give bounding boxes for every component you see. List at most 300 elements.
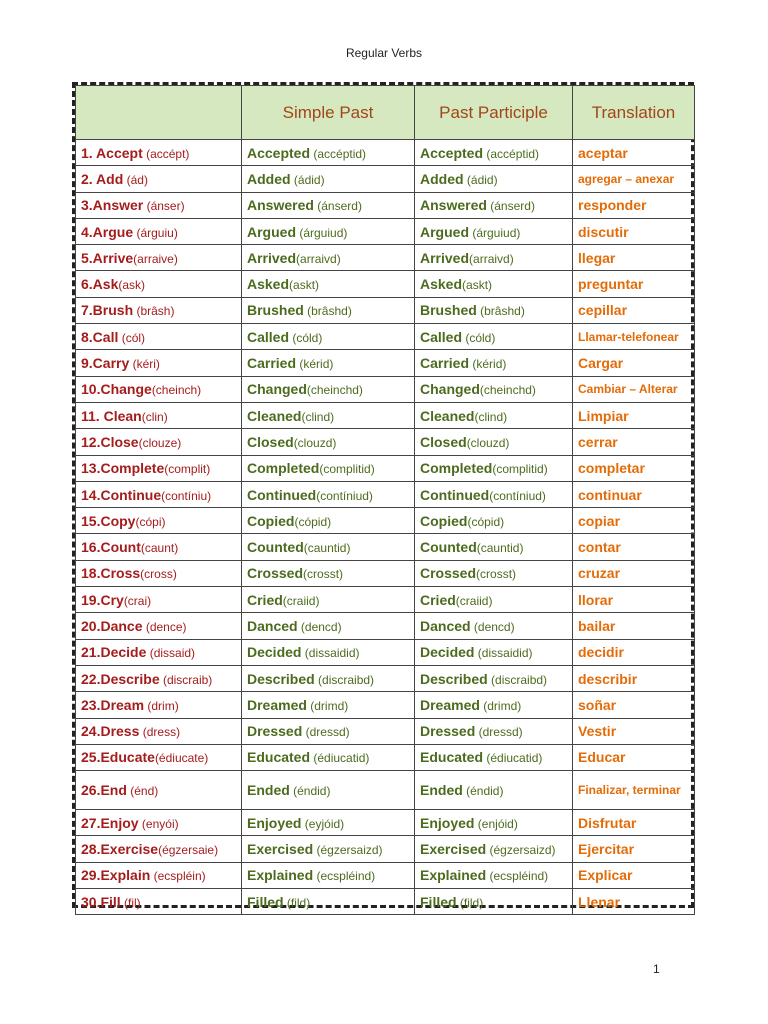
verb-base-pronunciation: (accépt) xyxy=(142,146,190,161)
verb-base: 29.Explain xyxy=(81,867,151,884)
verb-base-pronunciation: (crai) xyxy=(123,593,152,608)
past-participle: Filled xyxy=(420,893,457,910)
table-row xyxy=(76,771,695,810)
translation: Educar xyxy=(578,749,626,766)
past-participle: Counted xyxy=(420,539,477,556)
verb-base: 6.Ask xyxy=(81,276,119,293)
table-row xyxy=(76,192,695,218)
past-participle-pronunciation: (dissaidid) xyxy=(474,646,533,661)
simple-past: Cleaned xyxy=(247,407,302,424)
translation: Ejercitar xyxy=(578,841,635,858)
simple-past: Enjoyed xyxy=(247,814,302,831)
past-participle-pronunciation: (accéptid) xyxy=(483,146,540,161)
translation-cell xyxy=(573,402,695,428)
verb-base: 7.Brush xyxy=(81,302,134,319)
verb-base-cell xyxy=(76,402,242,428)
past-participle-pronunciation: (cóld) xyxy=(462,330,496,345)
verb-base-cell xyxy=(76,534,242,560)
simple-past: Accepted xyxy=(247,144,311,161)
translation: soñar xyxy=(578,696,617,713)
past-participle-cell xyxy=(415,587,573,613)
translation-cell xyxy=(573,639,695,665)
page-number: 1 xyxy=(653,962,660,976)
verb-base: 20.Dance xyxy=(81,617,143,634)
verb-base-cell xyxy=(76,218,242,244)
past-participle-cell xyxy=(415,889,573,915)
table-row xyxy=(76,402,695,428)
verb-base: 21.Decide xyxy=(81,644,147,661)
translation: Cargar xyxy=(578,355,624,372)
simple-past-cell xyxy=(242,718,415,744)
past-participle-pronunciation: (árguiud) xyxy=(469,225,521,240)
past-participle: Ended xyxy=(420,782,463,799)
verb-base-cell xyxy=(76,560,242,586)
verb-base: 16.Count xyxy=(81,539,141,556)
simple-past-pronunciation: (discraibd) xyxy=(314,672,375,687)
past-participle-cell xyxy=(415,402,573,428)
verb-base-cell xyxy=(76,665,242,691)
simple-past-pronunciation: (ádid) xyxy=(290,172,325,187)
past-participle-cell xyxy=(415,613,573,639)
simple-past: Dreamed xyxy=(247,696,307,713)
verb-base-pronunciation: (ád) xyxy=(123,172,148,187)
simple-past-pronunciation: (cauntid) xyxy=(303,541,351,556)
verb-base-pronunciation: (drim) xyxy=(144,698,179,713)
verb-base-pronunciation: (cópi) xyxy=(135,514,166,529)
past-participle: Crossed xyxy=(420,565,477,582)
simple-past: Argued xyxy=(247,223,296,240)
simple-past-cell xyxy=(242,324,415,350)
verb-base-pronunciation: (clouze) xyxy=(138,435,182,450)
simple-past-pronunciation: (édiucatid) xyxy=(310,751,370,766)
verb-base-cell xyxy=(76,889,242,915)
verb-base-pronunciation: (clin) xyxy=(141,409,168,424)
past-participle: Cleaned xyxy=(420,407,475,424)
simple-past-pronunciation: (éndid) xyxy=(289,784,331,799)
past-participle-cell xyxy=(415,744,573,770)
verb-base-cell xyxy=(76,692,242,718)
past-participle: Cried xyxy=(420,591,456,608)
verb-base-pronunciation: (discraib) xyxy=(159,672,213,687)
verb-base-pronunciation: (fil) xyxy=(120,895,141,910)
simple-past: Closed xyxy=(247,433,294,450)
past-participle: Answered xyxy=(420,197,487,214)
past-participle: Added xyxy=(420,170,464,187)
simple-past: Counted xyxy=(247,539,304,556)
translation: contar xyxy=(578,539,621,556)
translation: Finalizar, terminar xyxy=(578,782,681,797)
simple-past-cell xyxy=(242,810,415,836)
table-row xyxy=(76,534,695,560)
verb-base: 12.Close xyxy=(81,433,139,450)
verb-base-pronunciation: (dence) xyxy=(142,619,187,634)
verb-base-pronunciation: (ask) xyxy=(118,278,146,293)
simple-past-pronunciation: (drimd) xyxy=(306,698,349,713)
past-participle: Accepted xyxy=(420,144,484,161)
translation-cell xyxy=(573,889,695,915)
header-simple-past: Simple Past xyxy=(242,86,415,140)
past-participle-cell xyxy=(415,429,573,455)
simple-past: Completed xyxy=(247,460,320,477)
past-participle: Exercised xyxy=(420,841,487,858)
past-participle-pronunciation: (complitid) xyxy=(492,462,548,477)
regular-verbs-table xyxy=(75,85,695,915)
simple-past: Ended xyxy=(247,782,290,799)
translation: continuar xyxy=(578,486,642,503)
simple-past: Called xyxy=(247,328,290,345)
translation-cell xyxy=(573,324,695,350)
verb-base-cell xyxy=(76,297,242,323)
past-participle-cell xyxy=(415,718,573,744)
past-participle-cell xyxy=(415,192,573,218)
simple-past-cell xyxy=(242,508,415,534)
past-participle-pronunciation: (kérid) xyxy=(469,357,507,372)
verb-base-cell xyxy=(76,271,242,297)
simple-past: Educated xyxy=(247,749,311,766)
translation: cerrar xyxy=(578,433,618,450)
simple-past: Carried xyxy=(247,355,297,372)
translation-cell xyxy=(573,245,695,271)
past-participle-cell xyxy=(415,481,573,507)
table-row xyxy=(76,481,695,507)
verb-base-cell xyxy=(76,166,242,192)
translation: Vestir xyxy=(578,723,617,740)
verb-base-pronunciation: (égzersaie) xyxy=(158,843,219,858)
translation-cell xyxy=(573,271,695,297)
past-participle-pronunciation: (dencd) xyxy=(470,619,515,634)
past-participle: Asked xyxy=(420,276,463,293)
simple-past-cell xyxy=(242,271,415,297)
simple-past-pronunciation: (dencd) xyxy=(297,619,342,634)
translation-cell xyxy=(573,744,695,770)
verb-base-cell xyxy=(76,587,242,613)
translation-cell xyxy=(573,613,695,639)
table-row xyxy=(76,140,695,166)
simple-past-cell xyxy=(242,692,415,718)
translation-cell xyxy=(573,810,695,836)
verb-base-pronunciation: (arraive) xyxy=(133,251,178,266)
page-title: Regular Verbs xyxy=(345,46,423,60)
verb-base-pronunciation: (kéri) xyxy=(129,357,160,372)
simple-past-cell xyxy=(242,639,415,665)
past-participle-pronunciation: (contíniud) xyxy=(489,488,546,503)
verb-base: 19.Cry xyxy=(81,591,124,608)
past-participle-pronunciation: (éndid) xyxy=(462,784,504,799)
simple-past-pronunciation: (kérid) xyxy=(296,357,334,372)
table-header-row xyxy=(76,86,695,140)
past-participle: Arrived xyxy=(420,249,470,266)
verb-base: 4.Argue xyxy=(81,223,134,240)
verb-base-pronunciation: (enyói) xyxy=(138,816,179,831)
translation-cell xyxy=(573,508,695,534)
past-participle: Dreamed xyxy=(420,696,480,713)
verb-base: 23.Dream xyxy=(81,696,145,713)
translation-cell xyxy=(573,481,695,507)
simple-past-cell xyxy=(242,297,415,323)
table-row xyxy=(76,429,695,455)
verb-base: 14.Continue xyxy=(81,486,162,503)
verb-base-cell xyxy=(76,376,242,402)
past-participle: Enjoyed xyxy=(420,814,475,831)
verb-base-pronunciation: (énd) xyxy=(126,784,159,799)
table-row xyxy=(76,836,695,862)
simple-past-cell xyxy=(242,744,415,770)
past-participle: Continued xyxy=(420,486,490,503)
translation: aceptar xyxy=(578,144,628,161)
simple-past-cell xyxy=(242,402,415,428)
past-participle: Educated xyxy=(420,749,484,766)
past-participle-pronunciation: (clouzd) xyxy=(466,435,510,450)
verb-base: 3.Answer xyxy=(81,197,144,214)
translation-cell xyxy=(573,350,695,376)
past-participle-cell xyxy=(415,639,573,665)
verb-base-cell xyxy=(76,639,242,665)
simple-past-pronunciation: (eyjóid) xyxy=(301,816,345,831)
simple-past-pronunciation: (cheinchd) xyxy=(306,383,363,398)
verbs-table-frame xyxy=(72,82,694,908)
simple-past-cell xyxy=(242,862,415,888)
translation-cell xyxy=(573,692,695,718)
past-participle-pronunciation: (ádid) xyxy=(463,172,498,187)
verb-base-cell xyxy=(76,862,242,888)
simple-past: Explained xyxy=(247,867,314,884)
past-participle-pronunciation: (discraibd) xyxy=(487,672,548,687)
past-participle-cell xyxy=(415,836,573,862)
table-row xyxy=(76,639,695,665)
table-row xyxy=(76,455,695,481)
header-verb xyxy=(76,86,242,140)
translation: responder xyxy=(578,197,647,214)
verb-base: 24.Dress xyxy=(81,723,140,740)
table-row xyxy=(76,744,695,770)
verb-base-pronunciation: (ecspléin) xyxy=(150,869,206,884)
table-row xyxy=(76,508,695,534)
verb-base-cell xyxy=(76,508,242,534)
simple-past: Brushed xyxy=(247,302,304,319)
verb-base-pronunciation: (ánser) xyxy=(143,199,185,214)
translation: llorar xyxy=(578,591,614,608)
translation: Explicar xyxy=(578,867,633,884)
simple-past-cell xyxy=(242,140,415,166)
simple-past-cell xyxy=(242,481,415,507)
verb-base-pronunciation: (cól) xyxy=(118,330,146,345)
simple-past-pronunciation: (ánserd) xyxy=(313,199,362,214)
simple-past-pronunciation: (árguiud) xyxy=(296,225,348,240)
past-participle-cell xyxy=(415,665,573,691)
past-participle-pronunciation: (égzersaizd) xyxy=(486,843,556,858)
translation-cell xyxy=(573,718,695,744)
past-participle-cell xyxy=(415,810,573,836)
translation-cell xyxy=(573,455,695,481)
simple-past-cell xyxy=(242,534,415,560)
table-row xyxy=(76,166,695,192)
table-row xyxy=(76,560,695,586)
translation: Disfrutar xyxy=(578,814,637,831)
past-participle-pronunciation: (brâshd) xyxy=(476,304,525,319)
past-participle-cell xyxy=(415,245,573,271)
simple-past-pronunciation: (askt) xyxy=(289,278,320,293)
translation-cell xyxy=(573,862,695,888)
translation: copiar xyxy=(578,512,621,529)
verb-base-cell xyxy=(76,810,242,836)
simple-past: Asked xyxy=(247,276,290,293)
verb-base-cell xyxy=(76,192,242,218)
verb-base-pronunciation: (cheinch) xyxy=(151,383,202,398)
simple-past-pronunciation: (ecspléind) xyxy=(313,869,376,884)
past-participle: Carried xyxy=(420,355,470,372)
table-row xyxy=(76,692,695,718)
translation-cell xyxy=(573,665,695,691)
past-participle-pronunciation: (fild) xyxy=(456,895,484,910)
simple-past-cell xyxy=(242,836,415,862)
simple-past-cell xyxy=(242,350,415,376)
simple-past: Cried xyxy=(247,591,283,608)
simple-past-pronunciation: (accéptid) xyxy=(310,146,367,161)
simple-past-cell xyxy=(242,560,415,586)
translation-cell xyxy=(573,297,695,323)
past-participle-pronunciation: (cheinchd) xyxy=(479,383,536,398)
simple-past: Crossed xyxy=(247,565,304,582)
verb-base: 18.Cross xyxy=(81,565,141,582)
past-participle-cell xyxy=(415,350,573,376)
verb-base-pronunciation: (brâsh) xyxy=(133,304,175,319)
past-participle-pronunciation: (cópid) xyxy=(467,514,505,529)
past-participle-cell xyxy=(415,692,573,718)
verb-base: 1. Accept xyxy=(81,144,143,161)
past-participle: Argued xyxy=(420,223,469,240)
verb-base-cell xyxy=(76,455,242,481)
past-participle-cell xyxy=(415,534,573,560)
translation: discutir xyxy=(578,223,629,240)
table-row xyxy=(76,245,695,271)
simple-past-pronunciation: (égzersaizd) xyxy=(313,843,383,858)
past-participle-pronunciation: (ánserd) xyxy=(486,199,535,214)
simple-past-cell xyxy=(242,455,415,481)
verb-base-cell xyxy=(76,350,242,376)
verb-base-pronunciation: (dress) xyxy=(139,725,181,740)
table-body xyxy=(76,140,695,915)
table-row xyxy=(76,718,695,744)
past-participle-pronunciation: (cauntid) xyxy=(476,541,524,556)
simple-past: Copied xyxy=(247,512,295,529)
verb-base: 22.Describe xyxy=(81,670,160,687)
table-row xyxy=(76,271,695,297)
simple-past-cell xyxy=(242,613,415,639)
translation-cell xyxy=(573,166,695,192)
verb-base-cell xyxy=(76,245,242,271)
header-past-participle: Past Participle xyxy=(415,86,573,140)
past-participle: Completed xyxy=(420,460,493,477)
simple-past-cell xyxy=(242,771,415,810)
verb-base: 26.End xyxy=(81,782,127,799)
past-participle-cell xyxy=(415,560,573,586)
past-participle-pronunciation: (enjóid) xyxy=(474,816,518,831)
past-participle-cell xyxy=(415,455,573,481)
simple-past-pronunciation: (craiid) xyxy=(282,593,320,608)
translation: Limpiar xyxy=(578,407,629,424)
past-participle-cell xyxy=(415,218,573,244)
simple-past-cell xyxy=(242,665,415,691)
verb-base: 11. Clean xyxy=(81,407,142,424)
verb-base-cell xyxy=(76,836,242,862)
translation-cell xyxy=(573,771,695,810)
verb-base-pronunciation: (contíniu) xyxy=(161,488,212,503)
past-participle: Explained xyxy=(420,867,487,884)
verb-base-pronunciation: (árguiu) xyxy=(133,225,178,240)
past-participle-pronunciation: (arraivd) xyxy=(469,251,514,266)
past-participle-cell xyxy=(415,271,573,297)
simple-past: Arrived xyxy=(247,249,297,266)
verb-base: 25.Educate xyxy=(81,749,155,766)
verb-base: 8.Call xyxy=(81,328,119,345)
simple-past-pronunciation: (fild) xyxy=(283,895,311,910)
past-participle: Danced xyxy=(420,617,471,634)
translation-cell xyxy=(573,429,695,455)
past-participle-cell xyxy=(415,297,573,323)
header-translation: Translation xyxy=(573,86,695,140)
past-participle: Changed xyxy=(420,381,480,398)
verb-base-pronunciation: (caunt) xyxy=(140,541,179,556)
translation: completar xyxy=(578,460,645,477)
verb-base-cell xyxy=(76,718,242,744)
translation: agregar – anexar xyxy=(578,171,675,186)
simple-past-cell xyxy=(242,192,415,218)
table-row xyxy=(76,665,695,691)
verb-base: 10.Change xyxy=(81,381,152,398)
verb-base: 9.Carry xyxy=(81,355,130,372)
table-row xyxy=(76,862,695,888)
simple-past: Dressed xyxy=(247,723,303,740)
simple-past-cell xyxy=(242,429,415,455)
simple-past: Decided xyxy=(247,644,302,661)
simple-past-pronunciation: (clind) xyxy=(301,409,335,424)
past-participle-pronunciation: (clind) xyxy=(474,409,508,424)
table-row xyxy=(76,889,695,915)
translation: Llenar xyxy=(578,893,621,910)
past-participle: Described xyxy=(420,670,488,687)
simple-past-cell xyxy=(242,587,415,613)
past-participle-pronunciation: (drimd) xyxy=(479,698,522,713)
verb-base-pronunciation: (cross) xyxy=(140,567,177,582)
past-participle-pronunciation: (crosst) xyxy=(476,567,517,582)
verb-base: 15.Copy xyxy=(81,512,136,529)
past-participle-pronunciation: (craiid) xyxy=(455,593,493,608)
simple-past-cell xyxy=(242,218,415,244)
translation: bailar xyxy=(578,617,616,634)
past-participle-cell xyxy=(415,166,573,192)
verb-base: 27.Enjoy xyxy=(81,814,139,831)
translation: Cambiar – Alterar xyxy=(578,382,678,397)
translation-cell xyxy=(573,140,695,166)
simple-past: Answered xyxy=(247,197,314,214)
simple-past: Continued xyxy=(247,486,317,503)
past-participle-cell xyxy=(415,324,573,350)
verb-base-cell xyxy=(76,429,242,455)
simple-past-cell xyxy=(242,245,415,271)
simple-past-cell xyxy=(242,889,415,915)
simple-past-pronunciation: (arraivd) xyxy=(296,251,341,266)
simple-past: Added xyxy=(247,170,291,187)
simple-past-pronunciation: (brâshd) xyxy=(303,304,352,319)
verb-base-cell xyxy=(76,771,242,810)
table-row xyxy=(76,297,695,323)
past-participle-pronunciation: (édiucatid) xyxy=(483,751,543,766)
past-participle: Called xyxy=(420,328,463,345)
simple-past: Changed xyxy=(247,381,307,398)
translation: describir xyxy=(578,670,638,687)
simple-past: Described xyxy=(247,670,315,687)
table-row xyxy=(76,587,695,613)
